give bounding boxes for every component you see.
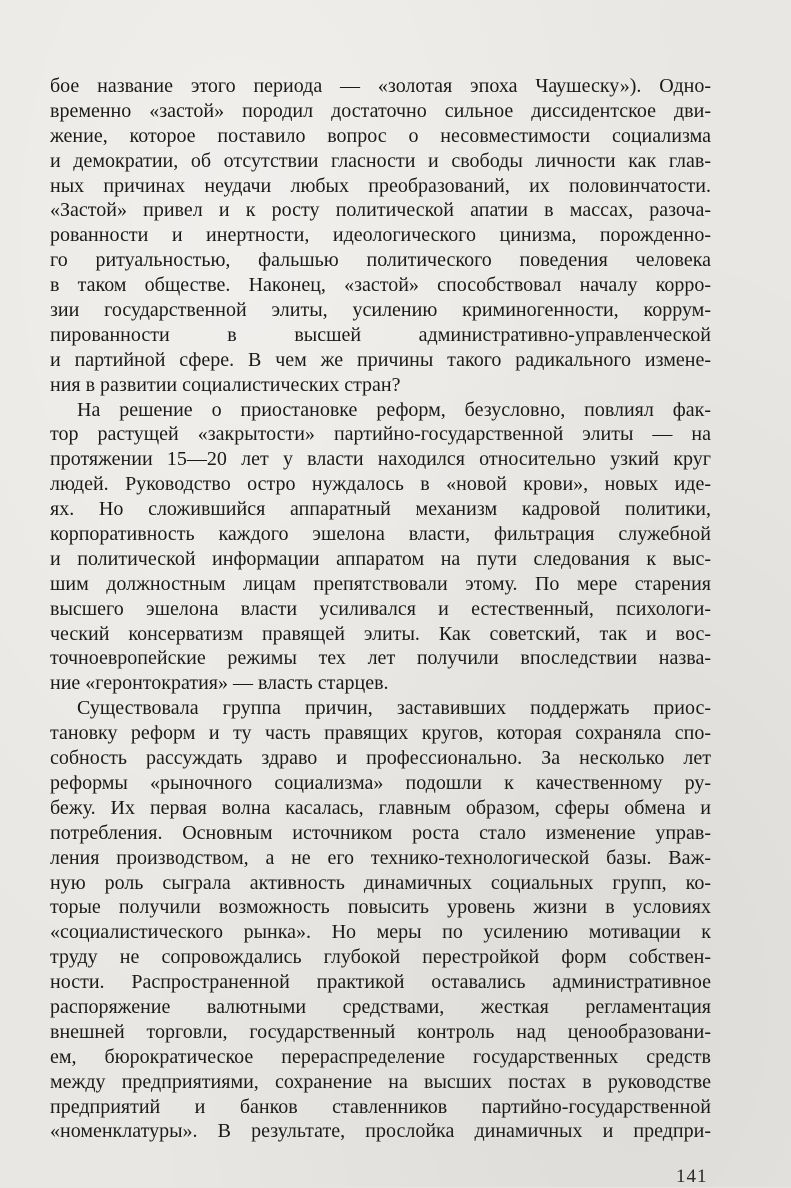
text-line: пированности в высшей административно-управленческой — [50, 323, 711, 346]
text-line: собность рассуждать здраво и профессионально. За несколько лет — [50, 747, 711, 770]
text-line: рованности и инертности, идеологического цинизма, порожденно- — [50, 224, 711, 247]
text-line: ных причинах неудачи любых преобразований, их половинчатости. — [50, 174, 711, 197]
text-line: в таком обществе. Наконец, «застой» способствовал началу корро- — [50, 274, 711, 297]
text-line: ях. Но сложившийся аппаратный механизм кадровой политики, — [50, 498, 711, 521]
paragraph-3 — [50, 696, 711, 1144]
text-line: «социалистического рынка». Но меры по усилению мотивации к — [50, 921, 711, 944]
text-line: жение, которое поставило вопрос о несовместимости социализма — [50, 124, 711, 147]
text-line: ческий консерватизм правящей элиты. Как советский, так и вос- — [50, 622, 711, 645]
text-line: ем, бюрократическое перераспределение государственных средств — [50, 1045, 711, 1068]
text-line: Существовала группа причин, заставивших поддержать приос- — [77, 697, 711, 720]
text-line: точноевропейские режимы тех лет получили впоследствии назва- — [50, 647, 711, 670]
text-line: и партийной сфере. В чем же причины такого радикального измене- — [50, 348, 711, 371]
text-line: ности. Распространенной практикой оставались административное — [50, 971, 711, 994]
text-line: На решение о приостановке реформ, безусловно, повлиял фак- — [77, 398, 711, 421]
text-line: и политической информации аппаратом на пути следования к выс- — [50, 547, 711, 570]
text-line: тор растущей «закрытости» партийно-государственной элиты — на — [50, 423, 711, 446]
paragraph-2 — [50, 398, 711, 697]
text-line: «Застой» привел и к росту политической апатии в массах, разоча- — [50, 199, 711, 222]
text-line: го ритуальностью, фальшью политического поведения человека — [50, 249, 711, 272]
text-line: людей. Руководство остро нуждалось в «новой крови», новых иде- — [50, 473, 711, 496]
text-line: реформы «рыночного социализма» подошли к качественному ру- — [50, 771, 711, 794]
text-line: распоряжение валютными средствами, жесткая регламентация — [50, 995, 711, 1018]
text-line: ния в развитии социалистических стран? — [50, 373, 401, 396]
text-line: тановку реформ и ту часть правящих кругов, которая сохраняла спо- — [50, 722, 711, 745]
text-line: предприятий и банков ставленников партийно-государственной — [50, 1095, 711, 1118]
text-line: труду не сопровождались глубокой перестройкой форм собствен- — [50, 946, 711, 969]
text-line: ние «геронтократия» — власть старцев. — [50, 672, 389, 695]
text-line: корпоративность каждого эшелона власти, фильтрация служебной — [50, 523, 711, 546]
text-line: протяжении 15—20 лет у власти находился относительно узкий круг — [50, 448, 711, 471]
text-line: торые получили возможность повысить уровень жизни в условиях — [50, 896, 711, 919]
text-line: ную роль сыграла активность динамичных социальных групп, ко- — [50, 871, 711, 894]
text-line: зии государственной элиты, усилению криминогенности, коррум- — [50, 299, 711, 322]
text-line: ления производством, а не его технико-технологической базы. Важ- — [50, 846, 711, 869]
text-line: и демократии, об отсутствии гласности и свободы личности как глав- — [50, 149, 711, 172]
text-line: потребления. Основным источником роста стало изменение управ- — [50, 821, 711, 844]
text-line: внешней торговли, государственный контроль над ценообразовани- — [50, 1020, 711, 1043]
text-line: высшего эшелона власти усиливался и естественный, психологи- — [50, 597, 711, 620]
text-line: между предприятиями, сохранение на высших постах в руководстве — [50, 1070, 711, 1093]
text-line: шим должностным лицам препятствовали этому. По мере старения — [50, 572, 711, 595]
body-text — [50, 74, 711, 1144]
paragraph-1 — [50, 74, 711, 398]
text-line: временно «застой» породил достаточно сильное диссидентское дви- — [50, 99, 711, 122]
text-line: бое название этого периода — «золотая эпоха Чаушеску»). Одно- — [50, 75, 711, 97]
page-number: 141 — [676, 1166, 708, 1187]
text-line: бежу. Их первая волна касалась, главным образом, сферы обмена и — [50, 796, 711, 819]
text-line: «номенклатуры». В результате, прослойка динамичных и предпри- — [50, 1120, 711, 1143]
